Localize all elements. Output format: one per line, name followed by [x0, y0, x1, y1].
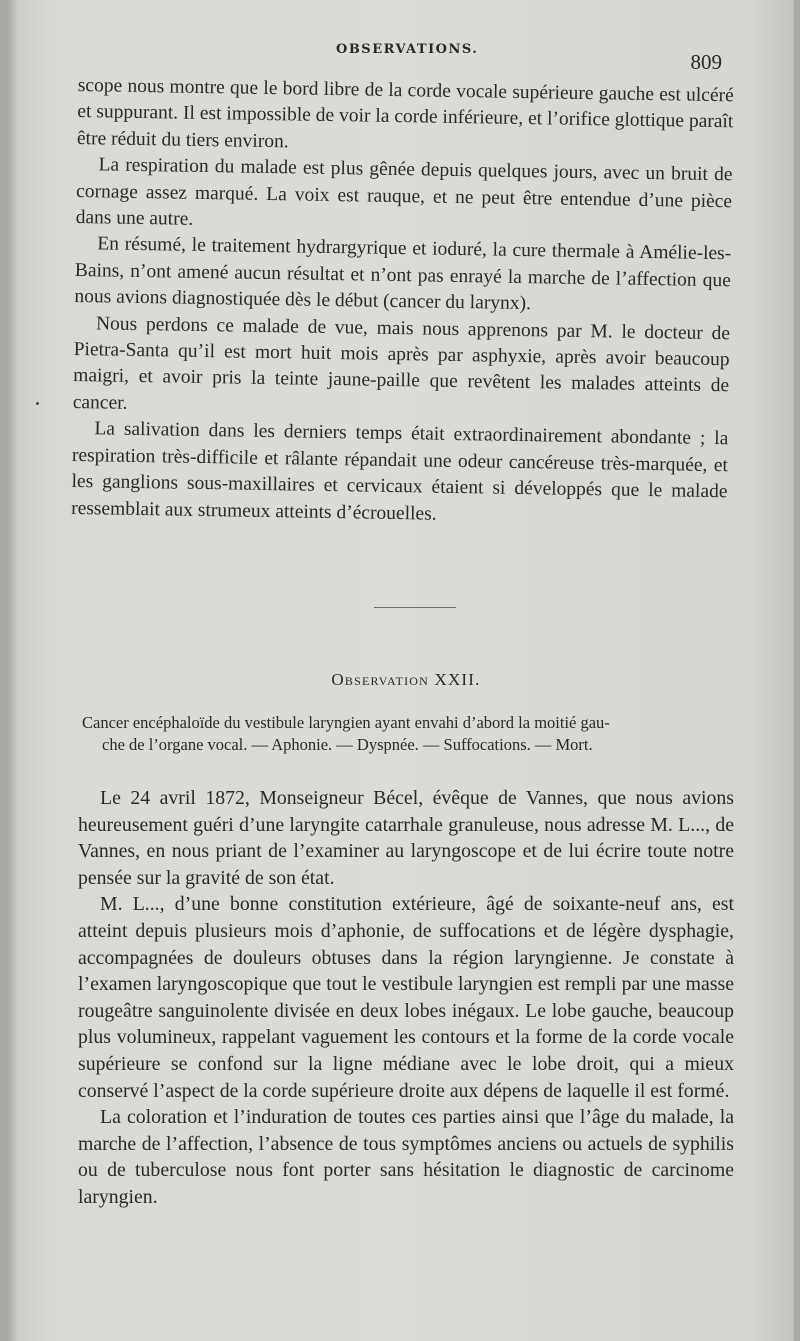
observation-heading: Observation XXII.	[331, 670, 481, 689]
paragraph: Nous perdons ce malade de vue, mais nous apprenons par M. le docteur de Pietra-Santa qu’il est mort huit mois après par asphyxie, après avoir beaucoup maigri, et avoir pris la teinte jaune-paille que revêtent les malades atteints de cancer.	[72, 312, 731, 414]
paragraph: M. L..., d’une bonne constitution extérieure, âgé de soixante-neuf ans, est atteint depuis plusieurs mois d’aphonie, de suffocations et de légère dysphagie, accompagnées de douleurs obtuses dans la région laryngienne. Je constate à l’examen laryngoscopique que tout le vestibule laryngien est rempli par une masse rougeâtre sanguinolente divisée en deux lobes inégaux. Le lobe gauche, beaucoup plus volumineux, rappelant vaguement les contours et la forme de la corde vocale supérieure se confond sur la ligne médiane avec le lobe droit, qui a mieux conservé l’aspect de la corde supérieure droite aux dépens de laquelle il est formé.	[78, 893, 734, 1102]
paragraph: scope nous montre que le bord libre de la corde vocale supérieure gauche est ulcéré et suppurant. Il est impossible de voir la corde inférieure, et l’orifice glottique paraît être réduit du tiers environ.	[76, 74, 734, 153]
paragraph: La respiration du malade est plus gênée depuis quelques jours, avec un bruit de cornage assez marqué. La voix est rauque, et ne peut être entendue d’une pièce dans une autre.	[75, 154, 733, 230]
book-page	[6, 0, 794, 1341]
observation-summary	[82, 712, 732, 756]
summary-line: che de l’organe vocal. — Aphonie. — Dyspnée. — Suffocations. — Mort.	[102, 735, 593, 754]
page-number: 809	[690, 50, 722, 74]
running-header-title: OBSERVATIONS.	[336, 42, 479, 57]
summary-line: Cancer encéphaloïde du vestibule laryngien ayant envahi d’abord la moitié gau-	[82, 713, 610, 732]
paragraph: En résumé, le traitement hydrargyrique et ioduré, la cure thermale à Amélie-les-Bains, n’ont amené aucun résultat et n’ont pas enrayé la marche de l’affection que nous avions diagnostiquée dès le début (cancer du larynx).	[74, 233, 732, 315]
ink-speck	[36, 402, 39, 405]
paragraph: La salivation dans les derniers temps était extraordinairement abondante ; la respiration très-difficile et râlante répandait une odeur cancéreuse très-marquée, et les ganglions sous-maxillaires et cervicaux étaient si développés que le malade ressemblait aux strumeux atteints d’écrouelles.	[71, 418, 729, 525]
paragraph: La coloration et l’induration de toutes ces parties ainsi que l’âge du malade, la marche de l’affection, l’absence de tous symptômes anciens ou actuels de syphilis ou de tuberculose nous font porter sans hésitation le diagnostic de carcinome laryngien.	[78, 1106, 734, 1208]
paragraph: Le 24 avril 1872, Monseigneur Bécel, évêque de Vannes, que nous avions heureusement guéri d’une laryngite catarrhale granuleuse, nous adresse M. L..., de Vannes, en nous priant de l’examiner au laryngoscope et de lui écrire toute notre pensée sur la gravité de son état.	[78, 787, 734, 889]
section-divider	[374, 607, 456, 608]
previous-observation-text	[71, 73, 734, 532]
observation-text	[78, 785, 734, 1211]
